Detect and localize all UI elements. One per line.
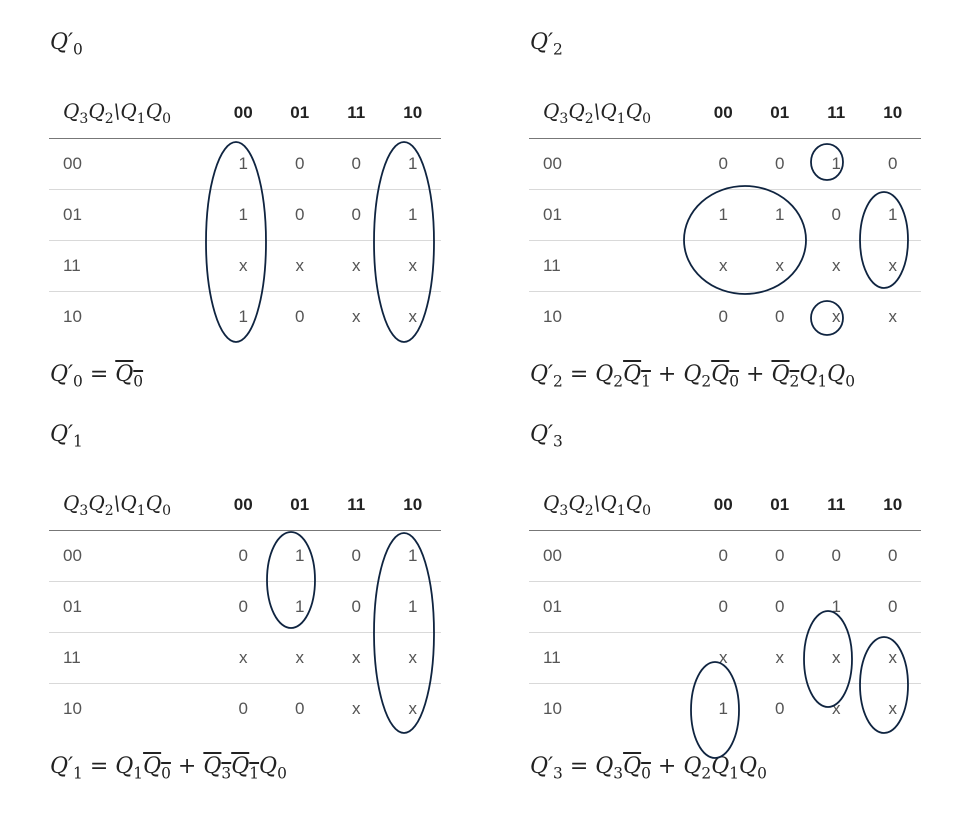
table-row [49, 684, 441, 735]
row-label: 11 [49, 633, 215, 684]
kmap-cell: x [408, 699, 417, 718]
kmap-cell: 0 [808, 531, 865, 582]
kmap-cell: x [888, 307, 897, 326]
col-header: 01 [272, 88, 329, 139]
col-header: 11 [808, 88, 865, 139]
kmap-cell: 1 [215, 190, 272, 241]
kmap-cell: 0 [328, 139, 385, 190]
col-header: 11 [328, 480, 385, 531]
kmap-cell: 0 [752, 582, 809, 633]
col-header: 11 [328, 88, 385, 139]
table-row [49, 292, 441, 343]
table-row [49, 139, 441, 190]
row-label: 01 [49, 190, 215, 241]
kmap-cell: 0 [328, 582, 385, 633]
kmap-cell: 1 [385, 190, 442, 241]
col-header: 01 [272, 480, 329, 531]
table-row [529, 190, 921, 241]
col-header: 10 [385, 480, 442, 531]
kmap-q3-heading: $Q'_3$ [530, 422, 563, 451]
kmap-cell: 0 [272, 190, 329, 241]
kmap-cell: x [695, 241, 752, 292]
kmap-cell: x [352, 307, 361, 326]
kmap-q1-table [49, 480, 441, 734]
kmap-cell: 0 [295, 307, 305, 326]
kmap-cell: 0 [215, 582, 272, 633]
table-header-row [529, 88, 921, 139]
kmap-cell: 1 [752, 190, 809, 241]
kmap-q2-table [529, 88, 921, 342]
kmap-cell: x [752, 241, 809, 292]
table-row [49, 190, 441, 241]
kmap-cell: x [695, 633, 752, 684]
kmap-q0-equation: $Q'_0 = Q_0$ [50, 362, 144, 391]
kmap-q1-equation: $Q'_1 = Q_1Q_0 + Q_3Q_1Q_0$ [50, 754, 287, 783]
table-row [529, 531, 921, 582]
kmap-cell: x [385, 633, 442, 684]
kmap-cell: 1 [385, 531, 442, 582]
kmap-cell: x [888, 699, 897, 718]
kmap-cell: 1 [808, 139, 865, 190]
kmap-q3-equation: $Q'_3 = Q_3Q_0 + Q_2Q_1Q_0$ [530, 754, 767, 783]
row-label: 11 [529, 241, 695, 292]
row-label: 10 [543, 307, 562, 326]
kmap-cell: x [408, 307, 417, 326]
kmap-cell: 1 [238, 307, 248, 326]
kmap-q2-equation: $Q'_2 = Q_2Q_1 + Q_2Q_0 + Q_2Q_1Q_0$ [530, 362, 855, 391]
row-label: 01 [529, 582, 695, 633]
col-header: 00 [215, 88, 272, 139]
kmap-cell: 1 [385, 582, 442, 633]
kmap-cell: x [328, 633, 385, 684]
table-row [529, 139, 921, 190]
kmap-cell: 0 [808, 190, 865, 241]
kmap-q0-table [49, 88, 441, 342]
kmap-cell: x [385, 241, 442, 292]
kmap-cell: 0 [775, 307, 785, 326]
table-row [49, 241, 441, 292]
kmap-cell: x [352, 699, 361, 718]
kmap-q3-table [529, 480, 921, 734]
col-header: 01 [752, 480, 809, 531]
row-label: 01 [529, 190, 695, 241]
kmap-q1-heading: $Q'_1$ [50, 422, 83, 451]
kmap-cell: 0 [695, 139, 752, 190]
row-label: 10 [543, 699, 562, 718]
table-row [49, 582, 441, 633]
kmap-cell: x [832, 307, 841, 326]
col-header: 00 [695, 88, 752, 139]
kmap-cell: x [752, 633, 809, 684]
kmap-cell: 1 [695, 190, 752, 241]
table-header-row [529, 480, 921, 531]
table-row [529, 241, 921, 292]
kmap-cell: 0 [695, 582, 752, 633]
col-header: 00 [695, 480, 752, 531]
table-header-row [49, 88, 441, 139]
col-header: 10 [865, 88, 922, 139]
corner-header: $Q_3Q_2\backslash Q_1Q_0$ [49, 88, 215, 139]
kmap-cell: 0 [295, 699, 305, 718]
col-header: 00 [215, 480, 272, 531]
kmap-cell: x [328, 241, 385, 292]
kmap-cell: x [215, 241, 272, 292]
row-label: 00 [49, 531, 215, 582]
kmap-cell: x [215, 633, 272, 684]
kmap-cell: 0 [328, 190, 385, 241]
kmap-cell: 1 [272, 582, 329, 633]
kmap-cell: 0 [328, 531, 385, 582]
kmap-cell: x [808, 241, 865, 292]
kmap-cell: 0 [718, 307, 728, 326]
kmap-cell: 1 [272, 531, 329, 582]
kmap-cell: 1 [865, 190, 922, 241]
col-header: 10 [865, 480, 922, 531]
kmap-cell: 1 [718, 699, 728, 718]
table-row [49, 531, 441, 582]
table-header-row [49, 480, 441, 531]
row-label: 01 [49, 582, 215, 633]
row-label: 10 [63, 307, 82, 326]
kmap-q0-heading: $Q'_0$ [50, 30, 83, 59]
corner-header: $Q_3Q_2\backslash Q_1Q_0$ [529, 88, 695, 139]
corner-header: $Q_3Q_2\backslash Q_1Q_0$ [49, 480, 215, 531]
kmap-cell: 1 [215, 139, 272, 190]
table-row [529, 684, 921, 735]
kmap-cell: 1 [808, 582, 865, 633]
kmap-cell: 1 [385, 139, 442, 190]
table-row [49, 633, 441, 684]
table-row [529, 582, 921, 633]
row-label: 10 [63, 699, 82, 718]
kmap-cell: 0 [695, 531, 752, 582]
col-header: 11 [808, 480, 865, 531]
row-label: 00 [529, 531, 695, 582]
kmap-cell: 0 [752, 139, 809, 190]
row-label: 11 [49, 241, 215, 292]
table-row [529, 292, 921, 343]
kmap-cell: 0 [752, 531, 809, 582]
kmap-cell: 0 [272, 139, 329, 190]
kmap-cell: 0 [215, 531, 272, 582]
kmap-cell: 0 [865, 582, 922, 633]
kmap-cell: 0 [775, 699, 785, 718]
col-header: 01 [752, 88, 809, 139]
kmap-cell: x [832, 699, 841, 718]
kmap-cell: x [272, 633, 329, 684]
table-row [529, 633, 921, 684]
row-label: 11 [529, 633, 695, 684]
row-label: 00 [49, 139, 215, 190]
col-header: 10 [385, 88, 442, 139]
kmap-q2-heading: $Q'_2$ [530, 30, 563, 59]
kmap-cell: 0 [865, 139, 922, 190]
kmap-cell: x [865, 633, 922, 684]
row-label: 00 [529, 139, 695, 190]
kmap-cell: x [272, 241, 329, 292]
kmap-cell: 0 [865, 531, 922, 582]
kmap-cell: x [865, 241, 922, 292]
kmap-cell: x [808, 633, 865, 684]
kmap-cell: 0 [238, 699, 248, 718]
corner-header: $Q_3Q_2\backslash Q_1Q_0$ [529, 480, 695, 531]
